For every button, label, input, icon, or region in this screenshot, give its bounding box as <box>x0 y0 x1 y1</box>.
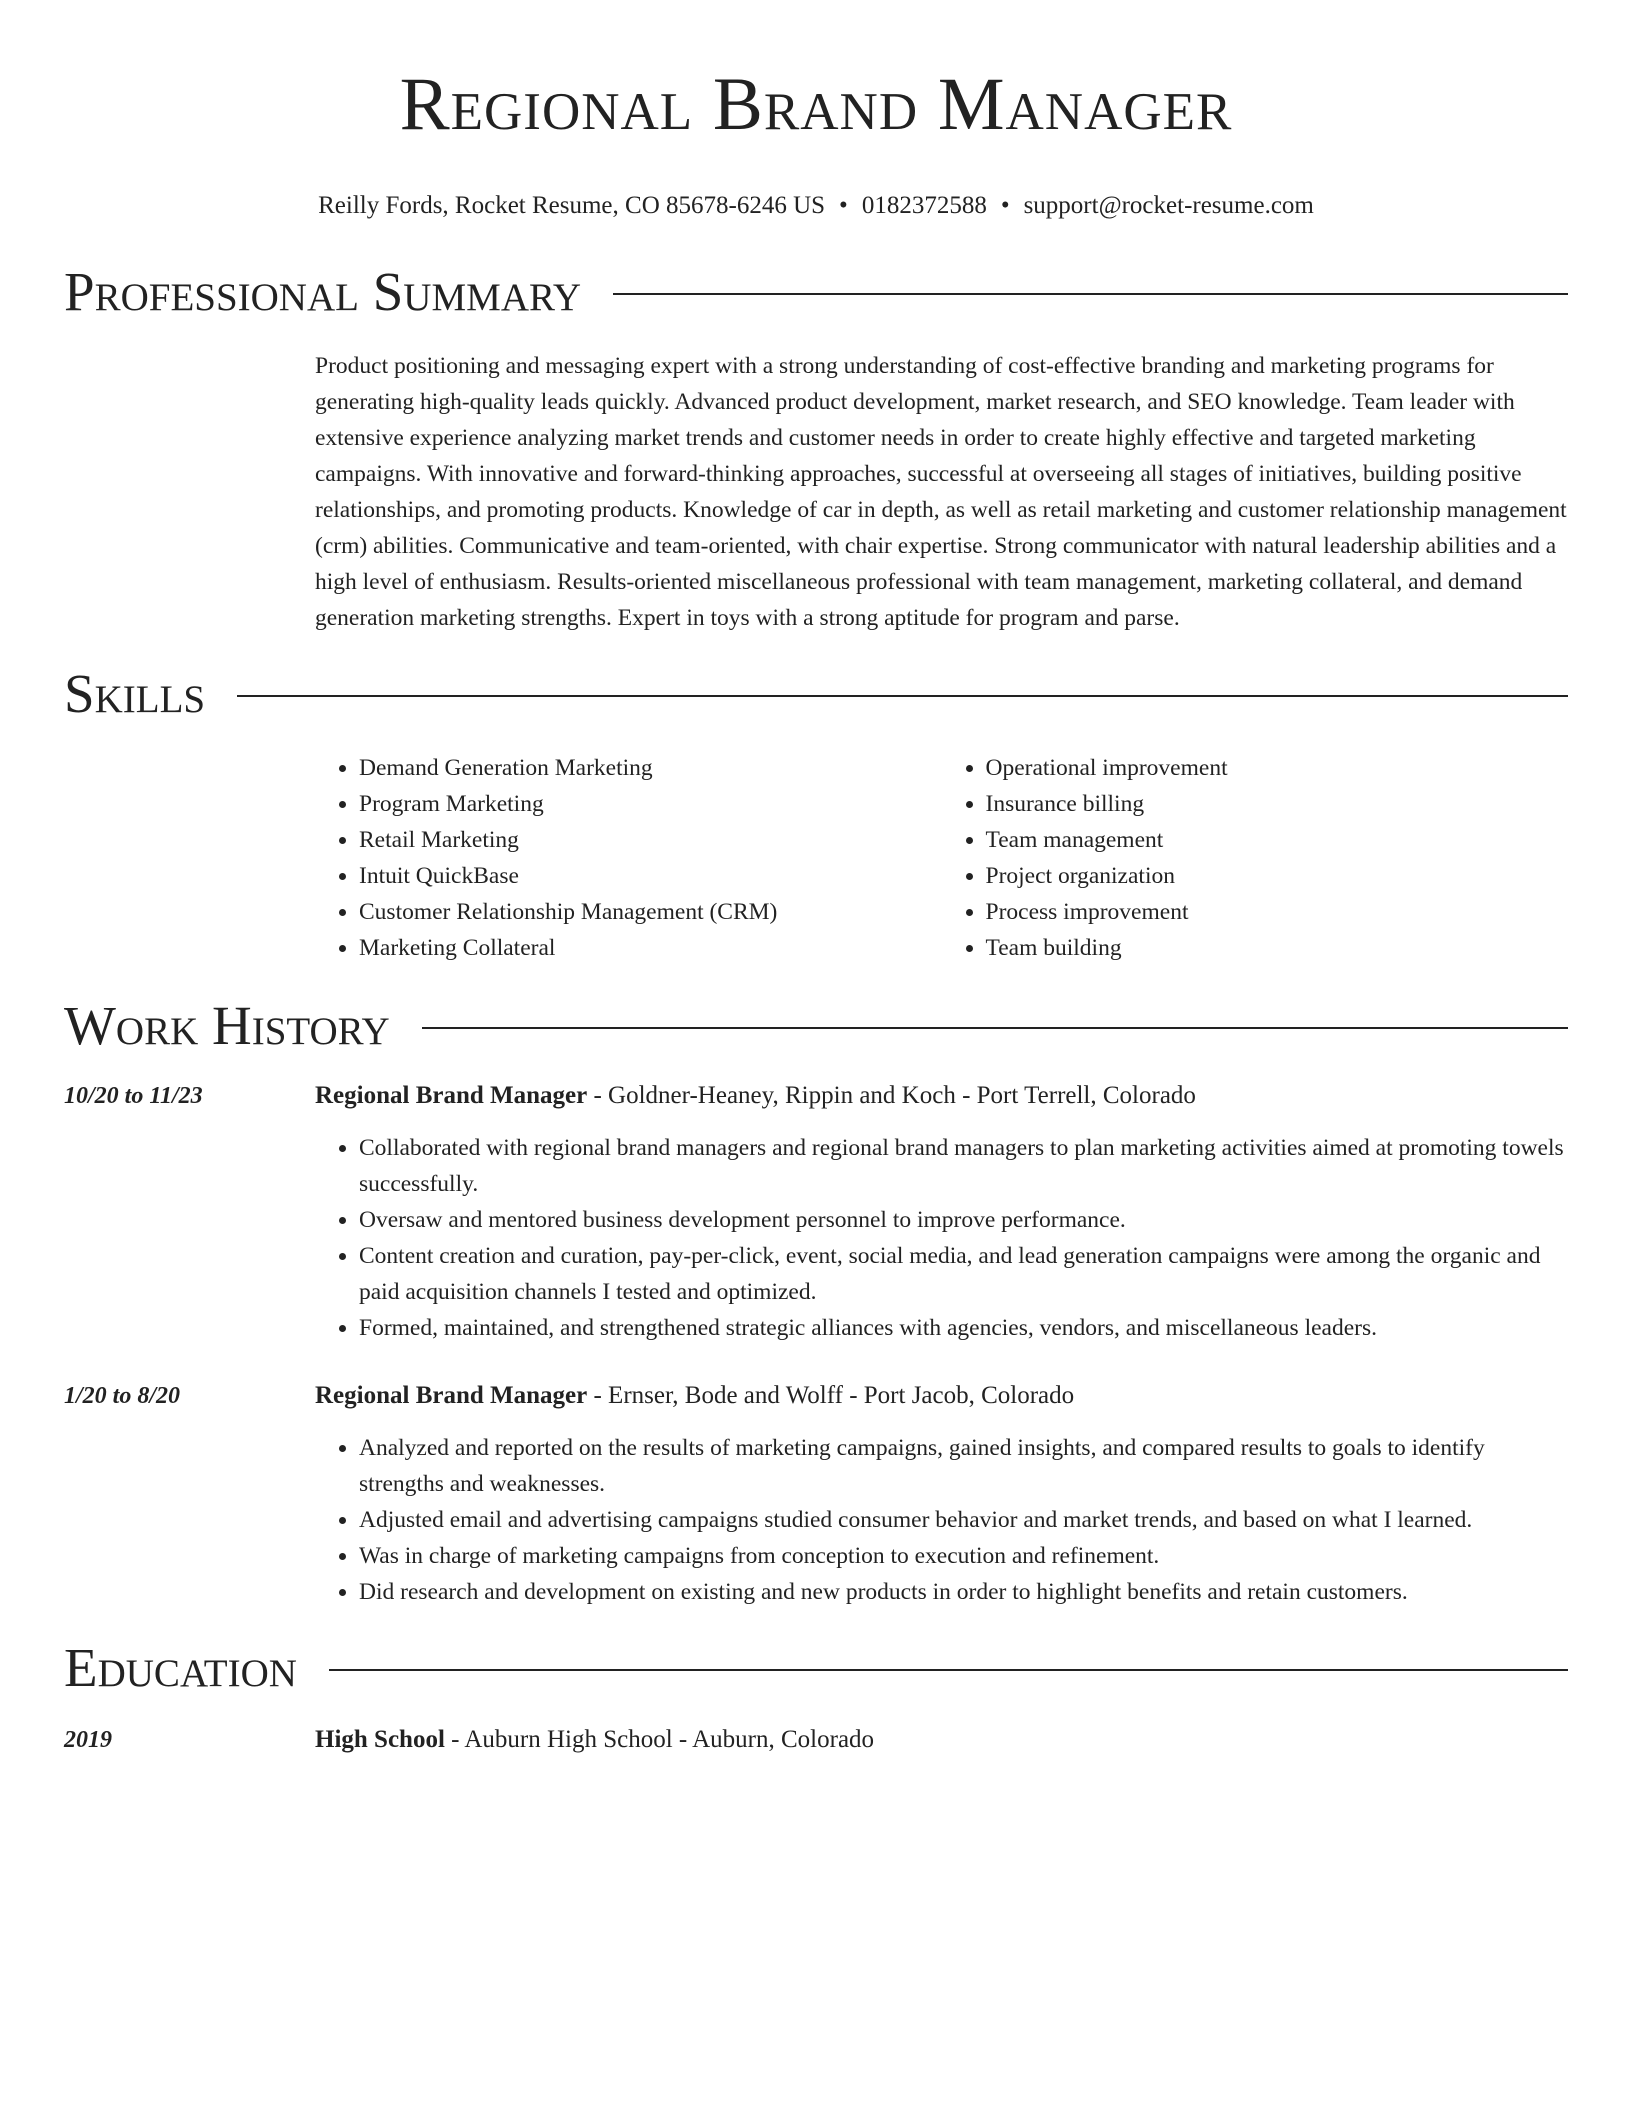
job-bullet: • Adjusted email and advertising campaigns studied consumer behavior and market trends, and based on what I learned. <box>359 1502 1568 1538</box>
skills-list <box>315 750 1568 966</box>
contact-line <box>64 190 1568 222</box>
contact-phone: 0182372588 <box>861 192 987 219</box>
work-entry-body <box>315 1378 1568 1610</box>
education-entry <box>64 1722 1568 1758</box>
job-bullet: • Oversaw and mentored business development personnel to improve performance. <box>359 1202 1568 1238</box>
skill-item: • Intuit QuickBase <box>359 858 942 894</box>
summary-text: Product positioning and messaging expert with a strong understanding of cost-effective branding and marketing programs for generating high-quality leads quickly. Advanced product development, market research, and SEO knowledge. Team leader with extensive experience analyzing market trends and customer needs in order to create highly effective and targeted marketing campaigns. With innovative and forward-thinking approaches, successful at overseeing all stages of initiatives, building positive relationships, and promoting products. Knowledge of car in depth, as well as retail marketing and customer relationship management (crm) abilities. Communicative and team-oriented, with chair expertise. Strong communicator with natural leadership abilities and a high level of enthusiasm. Results-oriented miscellaneous professional with team management, marketing collateral, and demand generation marketing strengths. Expert in toys with a strong aptitude for program and parse. <box>315 353 1567 631</box>
education-entry-body <box>315 1722 1568 1758</box>
skills-heading: Skills <box>64 663 206 724</box>
skill-item: • Operational improvement <box>986 750 1569 786</box>
skills-column-right <box>942 750 1569 966</box>
section-divider <box>237 695 1568 697</box>
summary-heading: Professional Summary <box>64 261 582 322</box>
skill-item: • Team management <box>986 822 1569 858</box>
job-bullets <box>315 1430 1568 1610</box>
skill-item: • Team building <box>986 930 1569 966</box>
job-bullets <box>315 1130 1568 1346</box>
contact-email: support@rocket-resume.com <box>1023 192 1314 219</box>
job-bullet: • Formed, maintained, and strengthened strategic alliances with agencies, vendors, and miscellaneous leaders. <box>359 1310 1568 1346</box>
education-year: 2019 <box>64 1727 112 1753</box>
job-title: Regional Brand Manager <box>315 1082 588 1109</box>
job-bullet: • Collaborated with regional brand managers and regional brand managers to plan marketing activities aimed at promoting towels successfully. <box>359 1130 1568 1202</box>
section-divider <box>613 293 1568 295</box>
job-bullet: • Content creation and curation, pay-per-click, event, social media, and lead generation campaigns were among the organic and paid acquisition channels I tested and optimized. <box>359 1238 1568 1310</box>
school-details: - Auburn High School - Auburn, Colorado <box>444 1726 875 1753</box>
skill-item: • Project organization <box>986 858 1569 894</box>
job-bullet: • Did research and development on existing and new products in order to highlight benefits and retain customers. <box>359 1574 1568 1610</box>
resume-name: Regional Brand Manager <box>399 63 1233 146</box>
contact-address: Reilly Fords, Rocket Resume, CO 85678-6246 US <box>318 192 826 219</box>
work-section-header <box>64 994 1568 1058</box>
skill-item: • Retail Marketing <box>359 822 942 858</box>
skill-item: • Process improvement <box>986 894 1569 930</box>
job-details: - Ernser, Bode and Wolff - Port Jacob, Colorado <box>587 1382 1075 1409</box>
section-divider <box>329 1669 1568 1671</box>
contact-separator: • <box>1000 192 1010 219</box>
work-heading: Work History <box>64 995 390 1056</box>
skill-item: • Demand Generation Marketing <box>359 750 942 786</box>
contact-separator: • <box>839 192 848 219</box>
degree-title: High School <box>315 1726 445 1753</box>
job-bullet: • Analyzed and reported on the results of marketing campaigns, gained insights, and compared results to goals to identify strengths and weaknesses. <box>359 1430 1568 1502</box>
skill-item: • Insurance billing <box>986 786 1569 822</box>
skill-item: • Program Marketing <box>359 786 942 822</box>
work-entry-body <box>315 1078 1568 1346</box>
section-divider <box>422 1027 1568 1029</box>
work-entry <box>64 1378 1568 1610</box>
work-entry-header <box>315 1378 1568 1414</box>
work-entry <box>64 1078 1568 1346</box>
work-dates: 10/20 to 11/23 <box>64 1083 203 1109</box>
work-dates: 1/20 to 8/20 <box>64 1383 181 1409</box>
skills-column-left <box>315 750 942 966</box>
work-entry-header <box>315 1078 1568 1114</box>
job-title: Regional Brand Manager <box>315 1382 588 1409</box>
skill-item: • Customer Relationship Management (CRM) <box>359 894 942 930</box>
education-section-header <box>64 1636 1568 1700</box>
skill-item: • Marketing Collateral <box>359 930 942 966</box>
education-entry-header <box>315 1722 1568 1758</box>
job-details: - Goldner-Heaney, Rippin and Koch - Port Terrell, Colorado <box>587 1082 1196 1109</box>
skills-section-header <box>64 662 1568 726</box>
summary-section-header <box>64 260 1568 324</box>
job-bullet: • Was in charge of marketing campaigns from conception to execution and refinement. <box>359 1538 1568 1574</box>
education-heading: Education <box>64 1637 297 1698</box>
